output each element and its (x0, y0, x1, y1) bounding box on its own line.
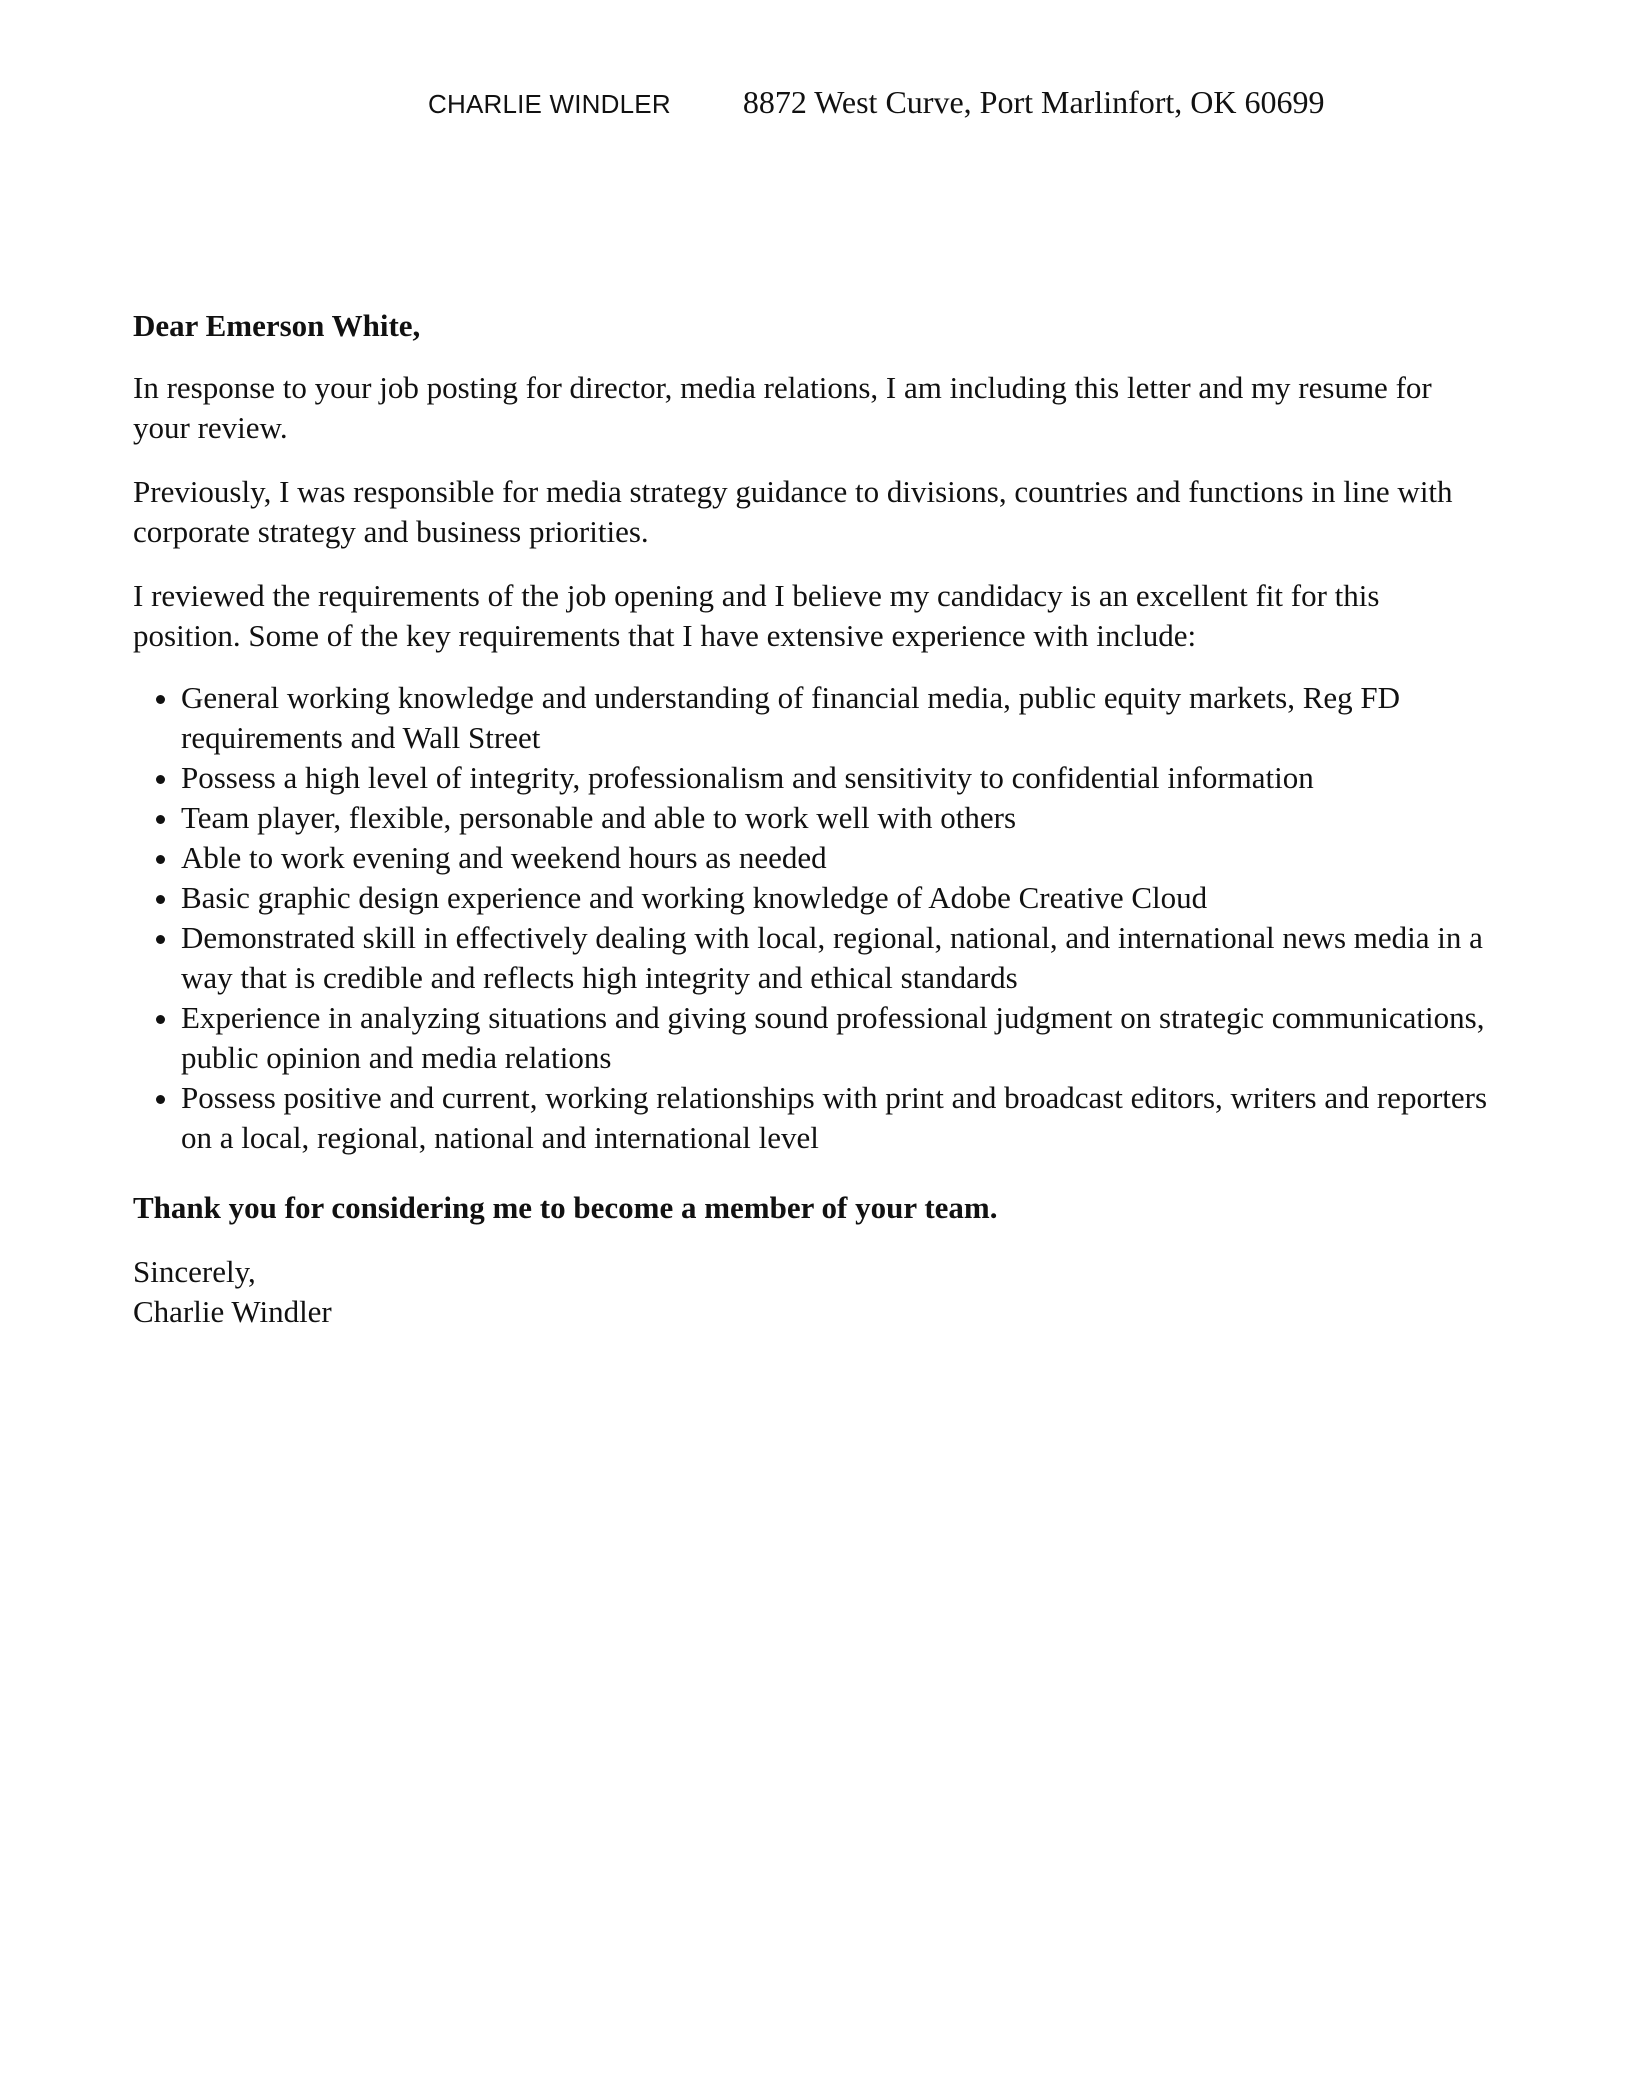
list-item: • Team player, flexible, personable and able to work well with others (181, 798, 1493, 838)
paragraph-requirements-intro: I reviewed the requirements of the job opening and I believe my candidacy is an excellent fit for this position. Some of the key requirements that I have extensive experience with include: (133, 578, 1380, 653)
list-item: • Demonstrated skill in effectively dealing with local, regional, national, and international news media in a way that is credible and reflects high integrity and ethical standards (181, 918, 1493, 998)
letter-header (428, 84, 1325, 121)
requirements-list (133, 678, 1493, 1158)
list-item: • Basic graphic design experience and working knowledge of Adobe Creative Cloud (181, 878, 1493, 918)
list-item: • General working knowledge and understanding of financial media, public equity markets, Reg FD requirements and Wall Street (181, 678, 1493, 758)
letter-body (133, 306, 1493, 1332)
signoff-block (133, 1252, 1493, 1332)
sender-address: 8872 West Curve, Port Marlinfort, OK 60699 (742, 84, 1325, 120)
list-item: • Able to work evening and weekend hours as needed (181, 838, 1493, 878)
closing-line: Thank you for considering me to become a member of your team. (133, 1190, 998, 1225)
salutation: Dear Emerson White, (133, 308, 421, 343)
list-item: • Experience in analyzing situations and giving sound professional judgment on strategic communications, public opinion and media relations (181, 998, 1493, 1078)
paragraph-previous-role: Previously, I was responsible for media strategy guidance to divisions, countries and functions in line with corporate strategy and business priorities. (133, 474, 1453, 549)
sender-name: CHARLIE WINDLER (428, 89, 671, 119)
paragraph-intro: In response to your job posting for director, media relations, I am including this letter and my resume for your review. (133, 370, 1432, 445)
signature-name: Charlie Windler (133, 1294, 332, 1329)
list-item: • Possess a high level of integrity, professionalism and sensitivity to confidential information (181, 758, 1493, 798)
signoff: Sincerely, (133, 1254, 256, 1289)
list-item: • Possess positive and current, working relationships with print and broadcast editors, writers and reporters on a local, regional, national and international level (181, 1078, 1493, 1158)
